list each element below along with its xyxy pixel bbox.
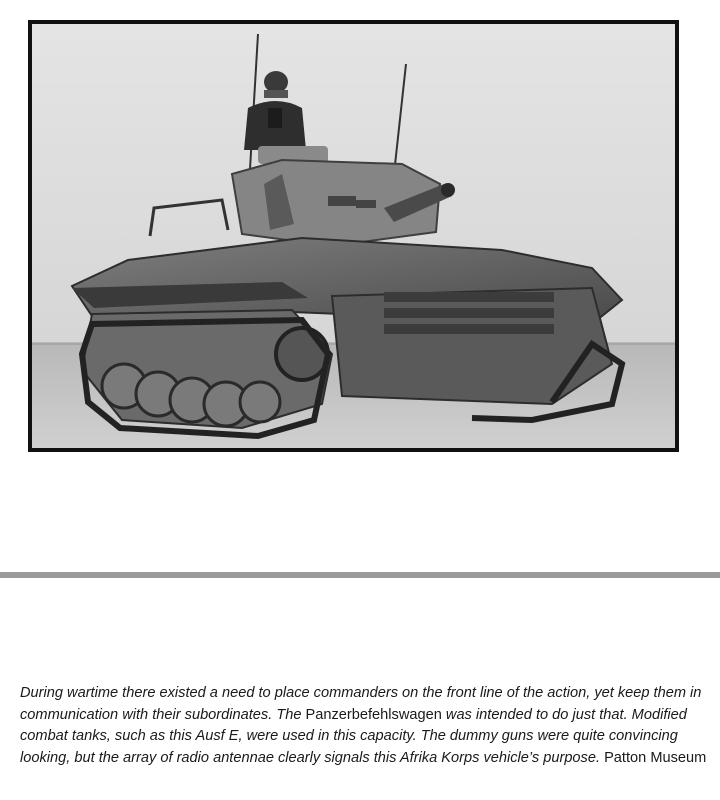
drive-sprocket xyxy=(276,328,328,380)
spare-track-links xyxy=(384,292,554,334)
section-divider xyxy=(0,572,720,578)
photo-credit: Patton Museum xyxy=(604,749,707,766)
hull-front xyxy=(332,288,612,404)
caption-text-part2: was intended to do just that. Modified combat tanks, such as this Ausf E, were used in this capacity. The dummy guns were quite convincing looking, but the array of radio antennae clearly signals this Afrika Korps vehicle’s purpose. xyxy=(20,706,687,766)
tank-photo-illustration xyxy=(32,24,675,448)
tank-photograph xyxy=(28,20,679,452)
photo-caption xyxy=(20,683,710,769)
caption-text-part1: During wartime there existed a need to place commanders on the front line of the action, yet keep them in communication with their subordinates. The xyxy=(20,685,702,723)
caption-vehicle-name: Panzerbefehlswagen xyxy=(305,706,442,723)
